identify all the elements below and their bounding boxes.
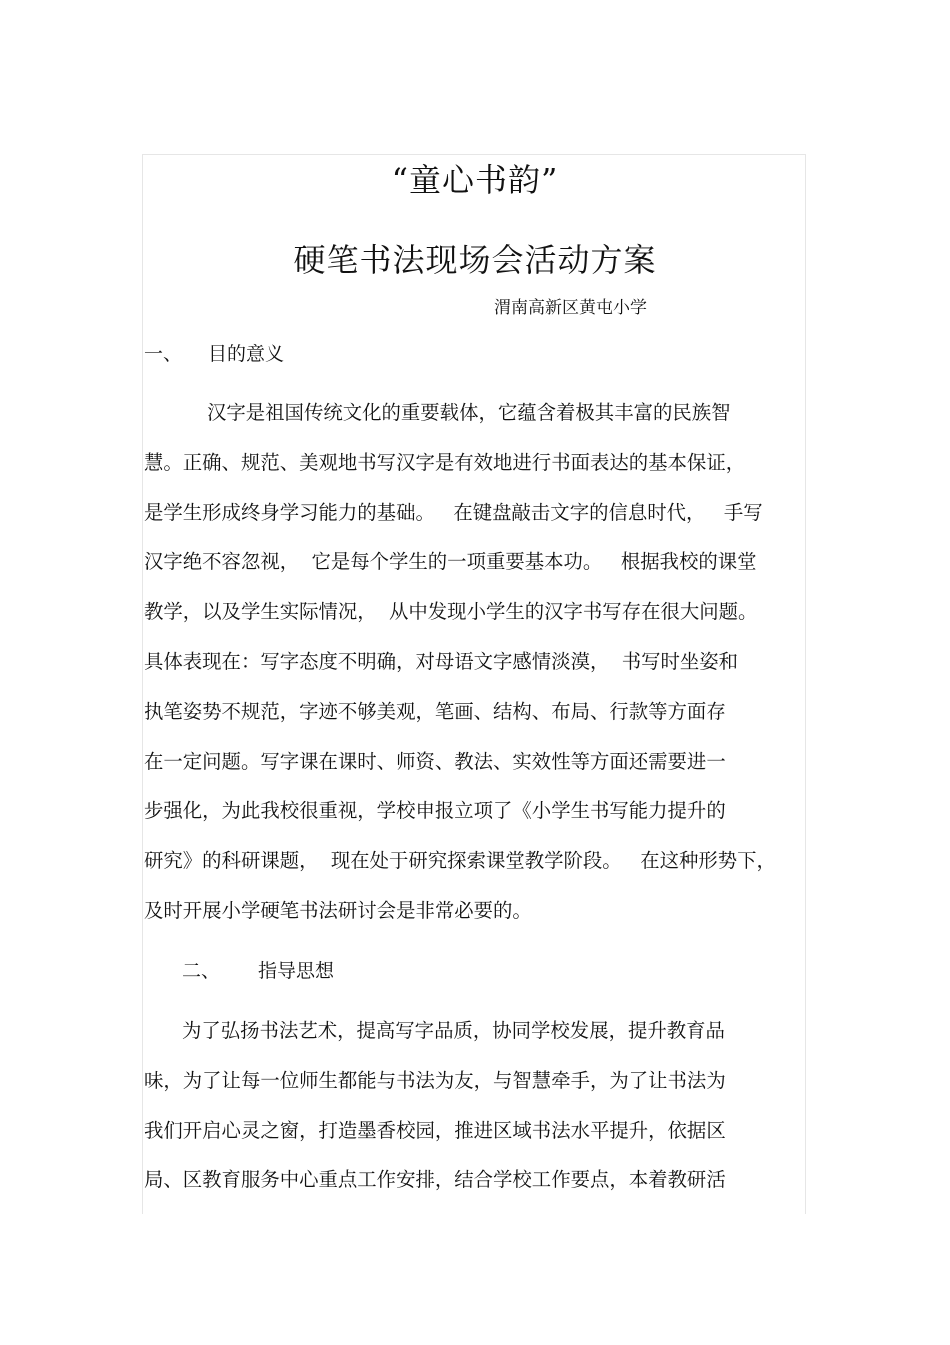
paragraph-line: 是学生形成终身学习能力的基础。 在键盘敲击文字的信息时代， 手写 <box>144 501 763 524</box>
school-name: 渭南高新区黄屯小学 <box>494 298 647 318</box>
paragraph-line: 研究》的科研课题， 现在处于研究探索课堂教学阶段。 在这种形势下， <box>144 849 776 872</box>
paragraph-line: 教学，以及学生实际情况， 从中发现小学生的汉字书写存在很大问题。 <box>144 600 758 623</box>
section-heading-text: 指导思想 <box>258 960 335 982</box>
paragraph-line: 味，为了让每一位师生都能与书法为友，与智慧牵手，为了让书法为 <box>144 1069 726 1092</box>
section-heading-guiding <box>182 956 334 986</box>
section-number: 二、 <box>182 960 221 982</box>
paragraph-line: 汉字是祖国传统文化的重要载体，它蕴含着极其丰富的民族智 <box>207 401 731 424</box>
paragraph-line: 局、区教育服务中心重点工作安排，结合学校工作要点，本着教研活 <box>144 1168 726 1191</box>
document-title-line2: 硬笔书法现场会活动方案 <box>293 241 657 279</box>
section-number: 一、 <box>144 343 183 365</box>
paragraph-line: 汉字绝不容忽视， 它是每个学生的一项重要基本功。 根据我校的课堂 <box>144 550 757 573</box>
paragraph-line: 及时开展小学硬笔书法研讨会是非常必要的。 <box>144 899 532 922</box>
paragraph-line: 步强化，为此我校很重视，学校申报立项了《小学生书写能力提升的 <box>144 799 726 822</box>
page-border <box>142 154 806 1214</box>
section-heading-text: 目的意义 <box>208 343 285 365</box>
paragraph-line: 执笔姿势不规范，字迹不够美观，笔画、结构、布局、行款等方面存 <box>144 700 726 723</box>
document-title-line1: “童心书韵” <box>391 161 559 199</box>
paragraph-line: 具体表现在：写字态度不明确，对母语文字感情淡漠， 书写时坐姿和 <box>144 650 739 673</box>
paragraph-line: 在一定问题。写字课在课时、师资、教法、实效性等方面还需要进一 <box>144 750 726 773</box>
paragraph-line: 慧。正确、规范、美观地书写汉字是有效地进行书面表达的基本保证， <box>144 451 746 474</box>
paragraph-line: 为了弘扬书法艺术，提高写字品质，协同学校发展，提升教育品 <box>182 1019 725 1042</box>
section-heading-purpose <box>144 339 284 369</box>
paragraph-line: 我们开启心灵之窗，打造墨香校园，推进区域书法水平提升，依据区 <box>144 1119 726 1142</box>
